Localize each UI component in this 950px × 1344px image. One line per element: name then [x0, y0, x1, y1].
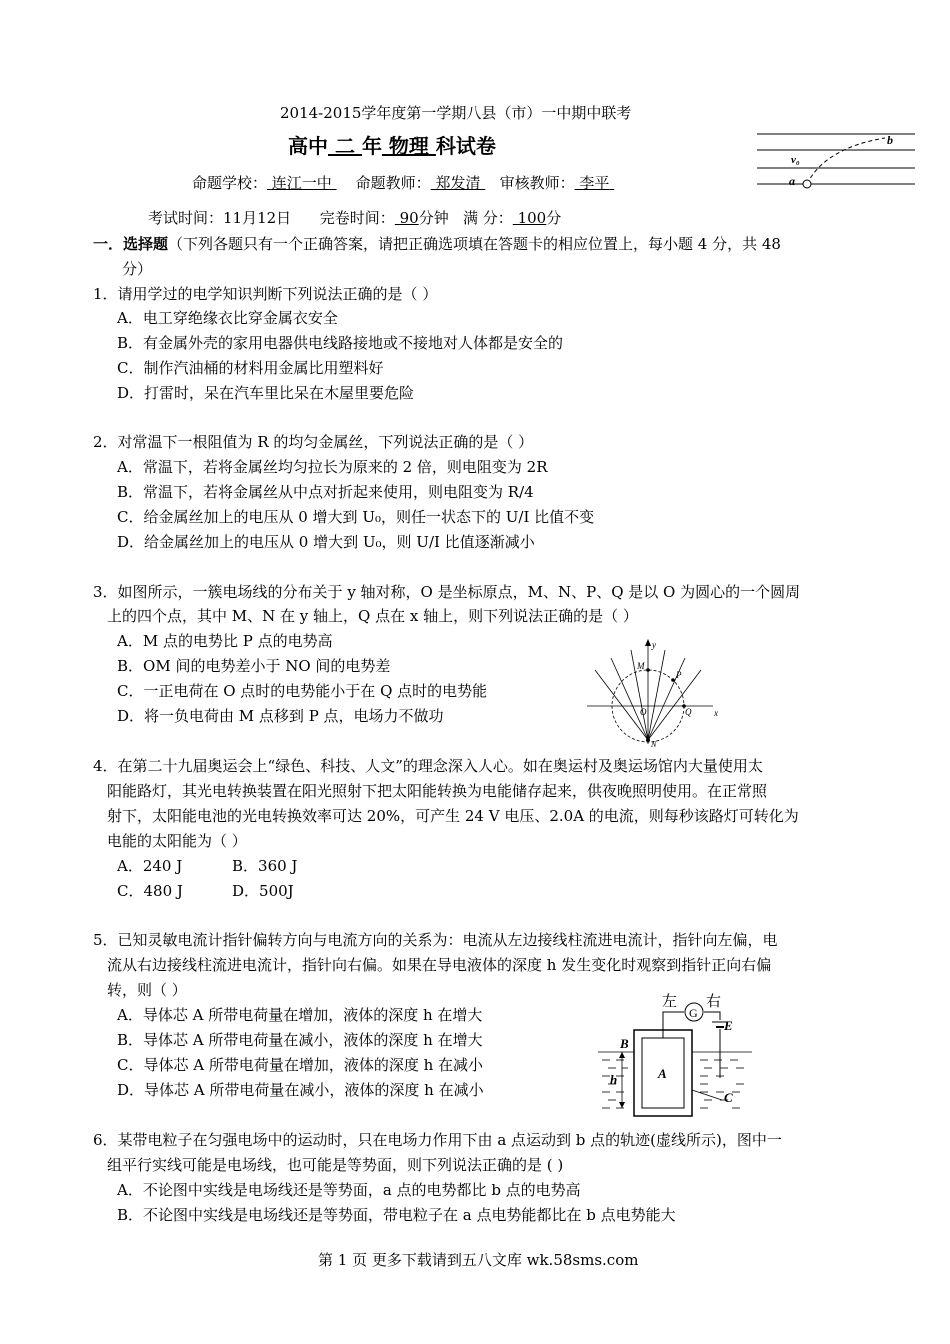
wire-right	[704, 1012, 720, 1020]
duration-unit: 分钟	[418, 209, 449, 227]
label-right: 右	[706, 994, 722, 1010]
label-A: A	[658, 1066, 667, 1081]
teacher-name: 郑发清	[435, 174, 481, 192]
title-grade: 二	[334, 134, 355, 158]
q5-stem-3: 转，则（ ）	[107, 981, 187, 999]
label-y: y	[652, 640, 656, 650]
q4-stem-4: 电能的太阳能为（ ）	[107, 832, 247, 850]
q3-option-c: C．一正电荷在 O 点时的电势能小于在 Q 点时的电势能	[117, 682, 488, 700]
section1-instruction: （下列各题只有一个正确答案，请把正确选项填在答题卡的相应位置上，每小题 4 分，共 48	[168, 235, 781, 253]
q5-option-a: A．导体芯 A 所带电荷量在增加，液体的深度 h 在增大	[117, 1006, 483, 1024]
q5-stem-2: 流从右边接线柱流进电流计，指针向右偏。如果在导电液体的深度 h 发生变化时观察到指针正向右偏	[107, 956, 772, 974]
title-subject: 物理	[388, 134, 429, 158]
q3-option-a: A．M 点的电势比 P 点的电势高	[117, 632, 333, 650]
label-G: G	[689, 1006, 698, 1020]
q5-stem-1: 5．已知灵敏电流计指针偏转方向与电流方向的关系为：电流从左边接线柱流进电流计，指针向左偏，电	[93, 931, 778, 949]
q2-option-a: A．常温下，若将金属丝均匀拉长为原来的 2 倍，则电阻变为 2R	[117, 458, 548, 476]
exam-date: 考试时间：11月12日	[148, 209, 292, 227]
title-prefix: 高中	[288, 134, 328, 158]
q2-stem: 2．对常温下一根阻值为 R 的均匀金属丝，下列说法正确的是（ ）	[93, 433, 534, 451]
field-line	[648, 650, 665, 740]
q6-stem-2: 组平行实线可能是电场线，也可能是等势面，则下列说法正确的是 ( )	[107, 1156, 564, 1174]
q2-option-d: D．给金属丝加上的电压从 0 增大到 U₀，则 U/I 比值逐渐减小	[117, 533, 535, 551]
label-E: E	[724, 1018, 733, 1033]
full-score-label: 满 分：	[463, 209, 513, 227]
title-suffix: 科试卷	[435, 134, 496, 158]
q1-option-a: A．电工穿绝缘衣比穿金属衣安全	[117, 309, 338, 327]
q4-option-d: D．500J	[232, 882, 294, 900]
exam-header-line: 2014-2015学年度第一学期八县（市）一中期中联考	[280, 104, 632, 122]
q6-option-a: A．不论图中实线是电场线还是等势面，a 点的电势都比 b 点的电势高	[117, 1181, 581, 1199]
q5-option-b: B．导体芯 A 所带电荷量在减小，液体的深度 h 在增大	[117, 1031, 483, 1049]
label-O: O	[640, 707, 647, 717]
pointer-C	[692, 1090, 722, 1100]
full-score-unit: 分	[546, 209, 562, 227]
point-a-marker	[803, 180, 811, 188]
label-M: M	[637, 661, 645, 671]
q6-option-b: B．不论图中实线是电场线还是等势面，带电粒子在 a 点电势能都比在 b 点电势能大	[117, 1206, 676, 1224]
label-N: N	[651, 740, 657, 748]
label-b: b	[887, 133, 893, 147]
q3-option-b: B．OM 间的电势差小于 NO 间的电势差	[117, 657, 391, 675]
section1-heading-line	[93, 234, 781, 254]
full-score-value: 100	[517, 209, 547, 227]
q6-stem-1: 6．某带电粒子在匀强电场中的运动时，只在电场力作用下由 a 点运动到 b 点的轨迹(虚线所示)，图中一	[93, 1131, 782, 1149]
q2-option-b: B．常温下，若将金属丝从中点对折起来使用，则电阻变为 R/4	[117, 483, 534, 501]
section1-heading: 一．选择题	[93, 235, 169, 253]
q4-stem-2: 阳能路灯，其光电转换装置在阳光照射下把太阳能转换为电能储存起来，供夜晚照明使用。在正常照	[107, 782, 768, 800]
q4-stem-1: 4．在第二十九届奥运会上“绿色、科技、人文”的理念深入人心。如在奥运村及奥运场馆内大量使用太	[93, 757, 763, 775]
exam-title	[288, 130, 496, 159]
label-v0: v₀	[791, 154, 800, 166]
depth-arrow-top	[619, 1052, 625, 1058]
q4-option-b: B．360 J	[232, 857, 298, 875]
title-year: 年	[361, 134, 382, 158]
q1-option-c: C．制作汽油桶的材料用金属比用塑料好	[117, 359, 384, 377]
q5-option-d: D．导体芯 A 所带电荷量在减小，液体的深度 h 在减小	[117, 1081, 484, 1099]
reviewer-name: 李平	[579, 174, 610, 192]
teacher-label: 命题教师：	[355, 174, 431, 192]
label-x: x	[714, 708, 718, 718]
section1-instruction-cont: 分）	[122, 260, 153, 278]
duration-label: 完卷时间：	[319, 209, 395, 227]
q3-stem-2: 上的四个点，其中 M、N 在 y 轴上，Q 点在 x 轴上，则下列说法正确的是（ ）	[107, 607, 638, 625]
q5-capacitor-figure	[596, 986, 756, 1122]
school-name: 连江一中	[271, 174, 332, 192]
q3-stem-1: 3．如图所示，一簇电场线的分布关于 y 轴对称，O 是坐标原点，M、N、P、Q 是以 O 为圆心的一个圆周	[93, 583, 801, 601]
point-N	[646, 738, 650, 742]
reviewer-label: 审核教师：	[499, 174, 575, 192]
q4-stem-3: 射下，太阳能电池的光电转换效率可达 20%，可产生 24 V 电压、2.0A 的电流，则每秒该路灯可转化为	[107, 807, 799, 825]
q3-field-figure	[585, 636, 725, 748]
duration-value: 90	[399, 209, 419, 227]
label-P: P	[676, 670, 682, 680]
trajectory-dashed	[807, 138, 885, 184]
label-a: a	[789, 174, 795, 188]
y-axis-arrow	[645, 639, 651, 646]
label-C: C	[724, 1090, 733, 1105]
exam-authors-line	[192, 173, 614, 193]
label-B: B	[620, 1036, 629, 1051]
q2-option-c: C．给金属丝加上的电压从 0 增大到 U₀，则任一状态下的 U/I 比值不变	[117, 508, 595, 526]
q1-option-b: B．有金属外壳的家用电器供电线路接地或不接地对人体都是安全的	[117, 334, 564, 352]
label-left: 左	[662, 994, 678, 1010]
label-h: h	[610, 1072, 618, 1087]
label-Q: Q	[685, 707, 692, 717]
exam-time-line	[148, 208, 561, 228]
q1-stem: 1．请用学过的电学知识判断下列说法正确的是（ ）	[93, 285, 438, 303]
page-footer: 第 1 页 更多下载请到五八文库 wk.58sms.com	[318, 1251, 639, 1269]
school-label: 命题学校：	[192, 174, 268, 192]
q3-option-d: D．将一负电荷由 M 点移到 P 点，电场力不做功	[117, 707, 444, 725]
point-P	[671, 678, 675, 682]
q4-option-a: A．240 J	[117, 857, 183, 875]
q1-option-d: D．打雷时，呆在汽车里比呆在木屋里要危险	[117, 384, 415, 402]
depth-arrow-bottom	[619, 1102, 625, 1108]
point-M	[646, 668, 650, 672]
q6-trajectory-figure	[755, 128, 920, 190]
q4-option-c: C．480 J	[117, 882, 183, 900]
q5-option-c: C．导体芯 A 所带电荷量在增加，液体的深度 h 在减小	[117, 1056, 484, 1074]
